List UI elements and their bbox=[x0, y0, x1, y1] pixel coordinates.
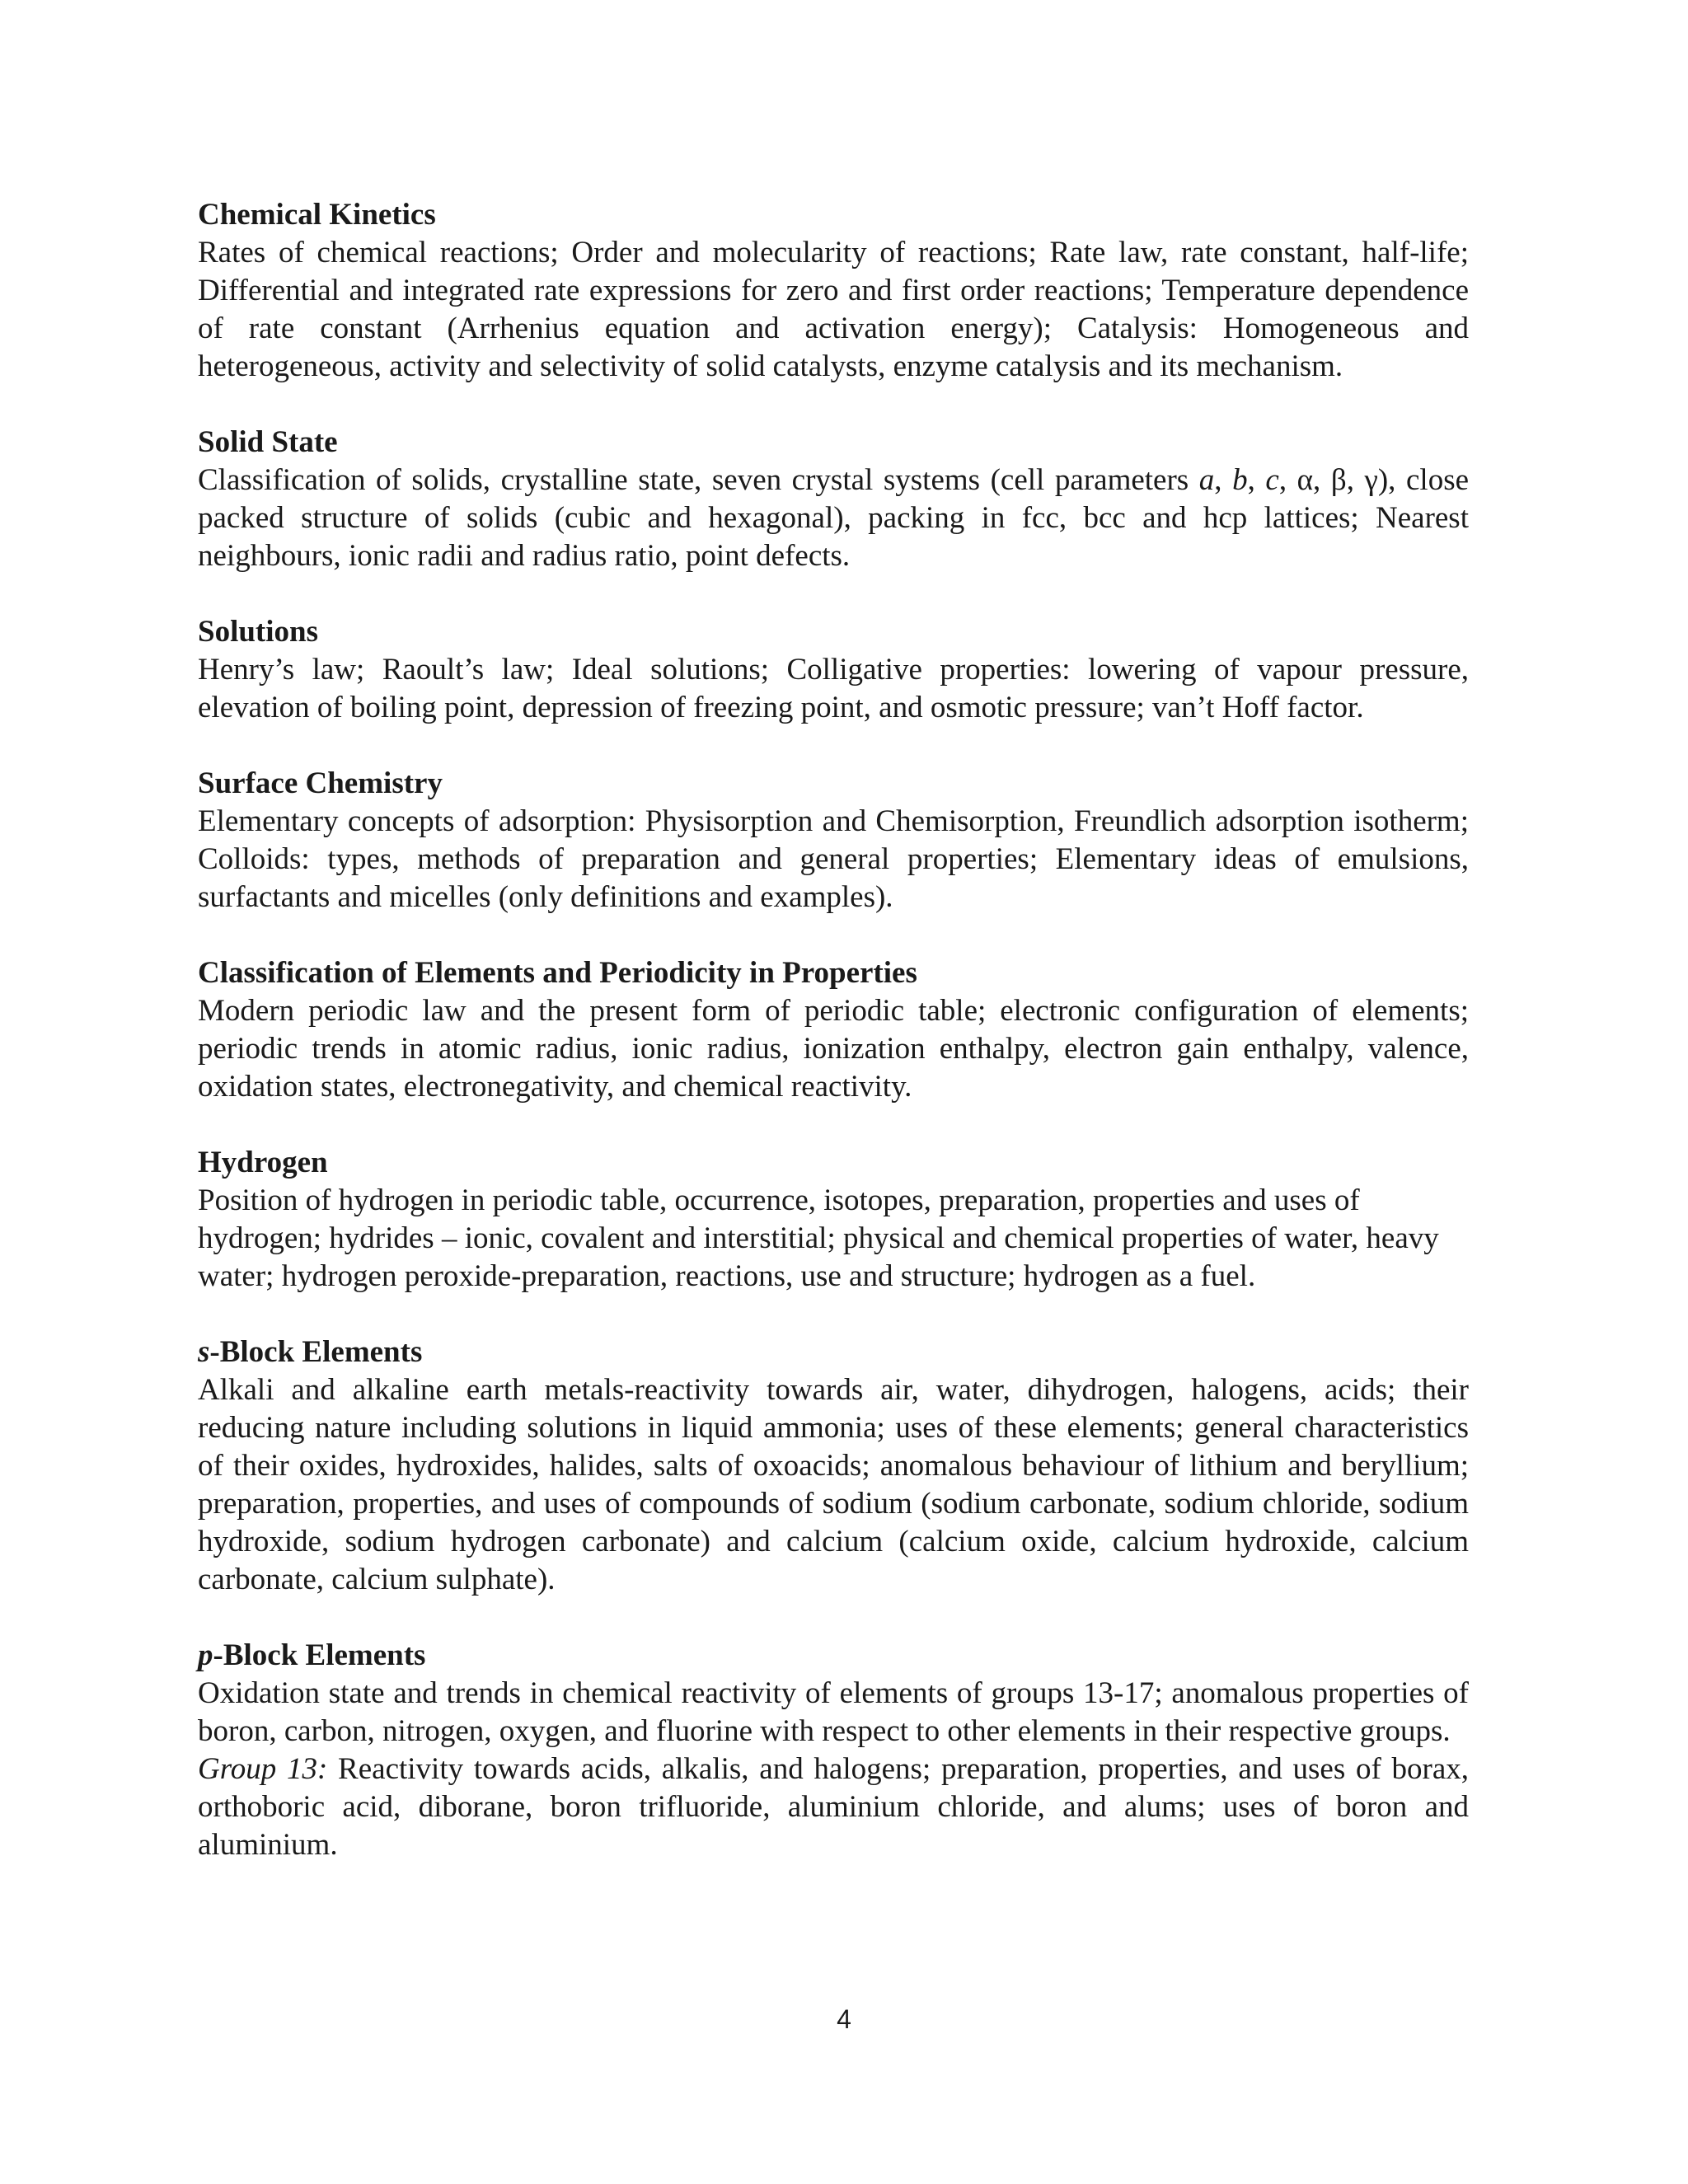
section-body: Oxidation state and trends in chemical reactivity of elements of groups 13-17; anomalous properties of boron, carbon, nitrogen, oxygen, and fluorine with respect to other elements in their respective groups. bbox=[198, 1676, 1469, 1748]
section-heading: Surface Chemistry bbox=[198, 766, 443, 800]
group-13-body: Reactivity towards acids, alkalis, and halogens; preparation, properties, and uses of borax, orthoboric acid, diborane, boron trifluoride, aluminium chloride, and alums; uses of boron and aluminium. bbox=[198, 1752, 1469, 1862]
section-solid-state bbox=[198, 424, 1469, 575]
section-heading bbox=[198, 1637, 1469, 1675]
section-heading: Solid State bbox=[198, 425, 338, 459]
section-body: Alkali and alkaline earth metals-reactivity towards air, water, dihydrogen, halogens, acids; their reducing nature including solutions in liquid ammonia; uses of these elements; general characteristics of their oxides, hydroxides, halides, salts of oxoacids; anomalous behaviour of lithium and beryllium; preparation, properties, and uses of compounds of sodium (sodium carbonate, sodium chloride, sodium hydroxide, sodium hydrogen carbonate) and calcium (calcium oxide, calcium hydroxide, calcium carbonate, calcium sulphate). bbox=[198, 1373, 1469, 1596]
section-body: Modern periodic law and the present form of periodic table; electronic configuration of elements; periodic trends in atomic radius, ionic radius, ionization enthalpy, electron gain enthalpy, valence, oxidation states, electronegativity, and chemical reactivity. bbox=[198, 994, 1469, 1104]
section-body: Position of hydrogen in periodic table, occurrence, isotopes, preparation, properties and uses of hydrogen; hydrides – ionic, covalent and interstitial; physical and chemical properties of water, heavy water; hydrogen peroxide-preparation, reactions, use and structure; hydrogen as a fuel. bbox=[198, 1183, 1439, 1293]
section-body: Elementary concepts of adsorption: Physisorption and Chemisorption, Freundlich adsorption isotherm; Colloids: types, methods of preparation and general properties; Elementary ideas of emulsions, surfactants and micelles (only definitions and examples). bbox=[198, 804, 1469, 914]
separator: , bbox=[1247, 463, 1266, 497]
body-text-segment: , α, β, γ), close packed structure of solids (cubic and hexagonal), packing in fcc, bcc and hcp lattices; Nearest neighbours, ionic radii and radius ratio, point defects. bbox=[198, 463, 1470, 573]
body-text-segment: Classification of solids, crystalline state, seven crystal systems (cell parameters bbox=[198, 463, 1199, 497]
section-heading bbox=[198, 1333, 1469, 1371]
section-chemical-kinetics bbox=[198, 196, 1469, 386]
section-heading: Hydrogen bbox=[198, 1146, 328, 1179]
heading-italic-prefix: p bbox=[198, 1638, 213, 1672]
cell-parameter-a: a bbox=[1198, 463, 1215, 497]
section-body: Henry’s law; Raoult’s law; Ideal solutions; Colligative properties: lowering of vapour pressure, elevation of boiling point, depression of freezing point, and osmotic pressure; van’t Hoff factor. bbox=[198, 653, 1469, 724]
group-13-paragraph bbox=[198, 1750, 1469, 1864]
heading-italic-prefix: s bbox=[198, 1335, 210, 1369]
heading-rest: -Block Elements bbox=[209, 1335, 423, 1369]
section-s-block-elements bbox=[198, 1333, 1469, 1599]
section-surface-chemistry bbox=[198, 765, 1469, 916]
section-heading: Classification of Elements and Periodicity in Properties bbox=[198, 956, 917, 990]
page-content bbox=[198, 196, 1469, 1902]
heading-rest: -Block Elements bbox=[213, 1638, 426, 1672]
page-number: 4 bbox=[837, 2004, 851, 2034]
group-13-label: Group 13: bbox=[198, 1752, 328, 1786]
section-body bbox=[198, 462, 1469, 575]
section-solutions bbox=[198, 613, 1469, 727]
cell-parameter-b: b bbox=[1232, 463, 1248, 497]
section-classification-of-elements bbox=[198, 954, 1469, 1106]
section-hydrogen bbox=[198, 1144, 1469, 1296]
cell-parameter-c: c bbox=[1265, 463, 1279, 497]
section-heading: Chemical Kinetics bbox=[198, 198, 436, 232]
separator: , bbox=[1214, 463, 1233, 497]
section-p-block-elements bbox=[198, 1637, 1469, 1864]
section-body: Rates of chemical reactions; Order and molecularity of reactions; Rate law, rate constant, half-life; Differential and integrated rate expressions for zero and first order reactions; Temperature dependence of rate constant (Arrhenius equation and activation energy); Catalysis: Homogeneous and heterogeneous, activity and selectivity of solid catalysts, enzyme catalysis and its mechanism. bbox=[198, 236, 1469, 383]
section-heading: Solutions bbox=[198, 615, 319, 649]
